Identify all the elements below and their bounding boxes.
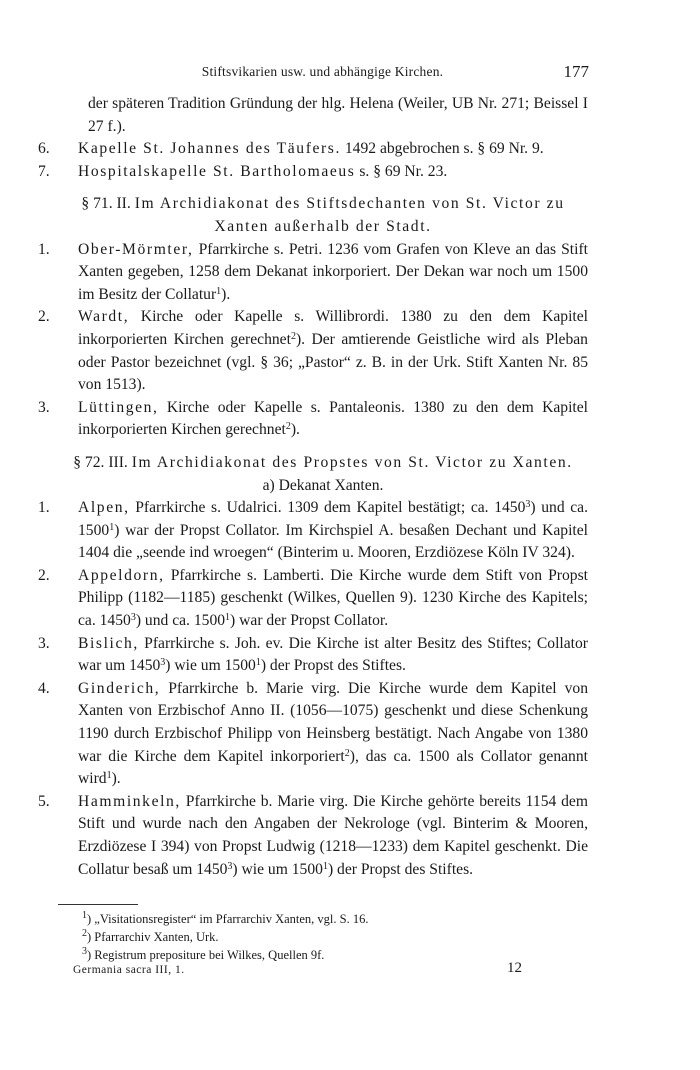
list-item: 1. Ober-Mörmter, Pfarrkirche s. Petri. 1236 vom Grafen von Kleve an das Stift Xanten gegeben, 1258 dem Dekanat inkorporiert. Der Dekan war noch um 1500 im Besitz der Collatur$^1$). [38, 240, 588, 303]
footnote: $^2$) Pfarrarchiv Xanten, Urk. [82, 928, 219, 944]
place-name: Alpen, [78, 499, 130, 517]
section-heading: § 71. II. Im Archidiakonat des Stiftsdechanten von St. Victor zu Xanten außerhalb der Stadt. [81, 195, 565, 235]
list-item: 5. Hamminkeln, Pfarrkirche b. Marie virg. Die Kirche gehörte bereits 1154 dem Stift und wurde nach den Angaben der Nekrologe (vgl. Binterim & Mooren, Erzdiözese I 394) von Propst Ludwig (1218—1233) dem Kapitel geschenkt. Die Collatur besaß um 1450$^3$) wie um 1500$^1$) der Propst des Stiftes. [38, 792, 588, 878]
body-text [38, 93, 588, 881]
running-header [56, 62, 589, 82]
footnote-divider [58, 904, 138, 905]
place-name: Lüttingen, [78, 398, 159, 416]
place-name: Kapelle St. Johannes des Täufers. [78, 140, 341, 158]
place-name: Appeldorn, [78, 566, 165, 584]
list-item: 2. Appeldorn, Pfarrkirche s. Lamberti. Die Kirche wurde dem Stift von Propst Philipp (1182—1185) geschenkt (Wilkes, Quellen 9). 1230 Kirche des Kapitels; ca. 1450$^3$) und ca. 1500$^1$) war der Propst Collator. [38, 566, 588, 630]
subsection-heading: a) Dekanat Xanten. [262, 476, 384, 494]
signature-number: 12 [507, 960, 522, 976]
section-heading: § 72. III. Im Archidiakonat des Propstes von St. Victor zu Xanten. [73, 453, 573, 471]
place-name: Ginderich, [78, 679, 161, 697]
place-name: Hamminkeln, [78, 792, 181, 810]
list-item: 2. Wardt, Kirche oder Kapelle s. Willibrordi. 1380 zu den dem Kapitel inkorporierten Kirchen gerechnet$^2$). Der amtierende Geistliche wird als Pleban oder Pastor bezeichnet (vgl. § 36; „Pastor“ z. B. in der Urk. Stift Xanten Nr. 85 von 1513). [38, 308, 588, 394]
list-item: 6. Kapelle St. Johannes des Täufers. 1492 abgebrochen s. § 69 Nr. 9. [38, 140, 544, 158]
place-name: Bislich, [78, 634, 139, 652]
running-title: Stiftsvikarien usw. und abhängige Kirchen. [201, 64, 444, 79]
list-item: 3. Lüttingen, Kirche oder Kapelle s. Pantaleonis. 1380 zu den dem Kapitel inkorporierten Kirchen gerechnet$^2$). [38, 398, 588, 439]
paragraph-continuation: der späteren Tradition Gründung der hlg. Helena (Weiler, UB Nr. 271; Beissel I 27 f.). [88, 95, 588, 135]
list-item: 3. Bislich, Pfarrkirche s. Joh. ev. Die Kirche ist alter Besitz des Stiftes; Collator war um 1450$^3$) wie um 1500$^1$) der Propst des Stiftes. [38, 634, 588, 675]
list-item: 7. Hospitalskapelle St. Bartholomaeus s. § 69 Nr. 23. [38, 162, 448, 180]
place-name: Ober-Mörmter, [78, 240, 194, 258]
footnote: $^3$) Registrum prepositure bei Wilkes, Quellen 9f. [82, 946, 325, 962]
place-name: Hospitalskapelle St. Bartholomaeus [78, 162, 356, 180]
page-number: 177 [563, 62, 589, 81]
list-item: 1. Alpen, Pfarrkirche s. Udalrici. 1309 dem Kapitel bestätigt; ca. 1450$^3$) und ca. 1500$^1$) war der Propst Collator. Im Kirchspiel A. besaßen Dechant und Kapitel 1404 die „seende ind wroegen“ (Binterim u. Mooren, Erzdiözese Köln IV 324). [38, 499, 588, 562]
list-item: 4. Ginderich, Pfarrkirche b. Marie virg. Die Kirche wurde dem Kapitel von Xanten von Erzbischof Anno II. (1056—1075) geschenkt und diese Schenkung 1190 durch Erzbischof Philipp von Heinsberg bestätigt. Nach Angabe von 1380 war die Kirche dem Kapitel inkorporiert$^2$), das ca. 1500 als Collator genannt wird$^1$). [38, 679, 588, 788]
footnote: $^1$) „Visitationsregister“ im Pfarrarchiv Xanten, vgl. S. 16. [82, 910, 369, 926]
signature-mark: Germania sacra III, 1. [73, 964, 185, 976]
place-name: Wardt, [78, 308, 130, 326]
